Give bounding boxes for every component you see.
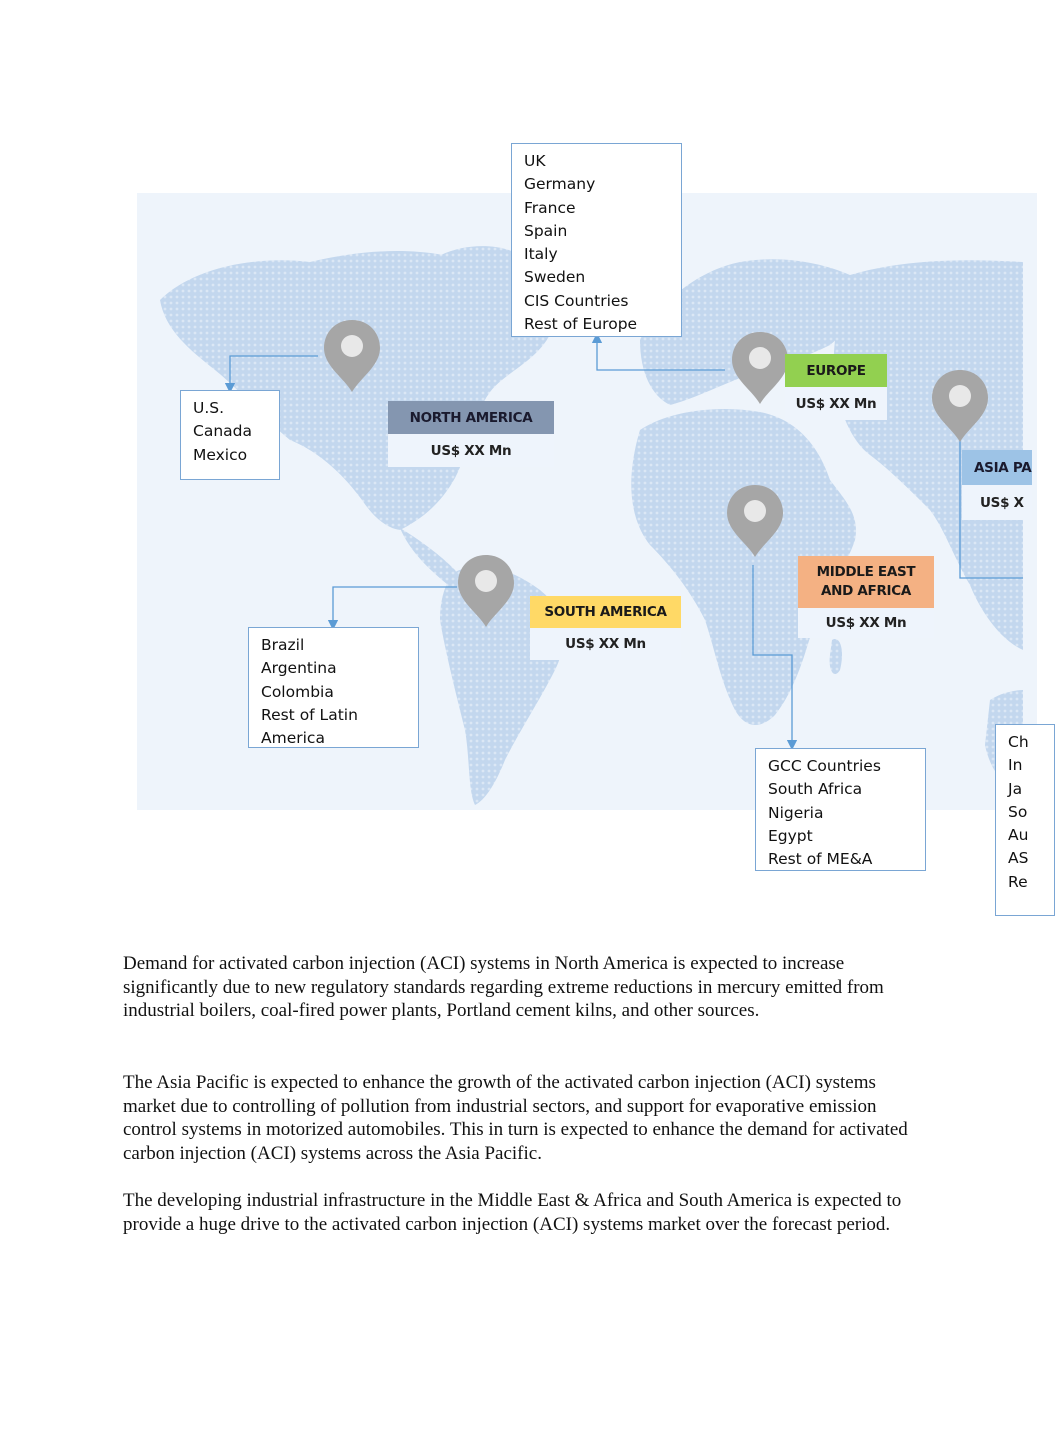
country-item: Mexico xyxy=(193,445,248,464)
map-pin-asia-pacific-icon xyxy=(930,368,990,444)
north-america-region-label xyxy=(388,401,554,467)
country-item: In xyxy=(1008,756,1023,775)
country-item: U.S. xyxy=(193,399,225,417)
country-item: Au xyxy=(1008,826,1029,845)
paragraph-mea-south-america: The developing industrial infrastructure in the Middle East & Africa and South America is expected to provide a huge drive to the activated carbon injection (ACI) systems market over the forecast period. xyxy=(123,1190,902,1235)
region-value: US$ X xyxy=(962,485,1032,520)
country-item: Ch xyxy=(1008,733,1029,751)
middle-east-africa-region-label xyxy=(798,556,934,638)
asia-pacific-region-label xyxy=(962,450,1032,520)
country-item: Sweden xyxy=(524,268,586,287)
country-item: Rest of Latin xyxy=(261,705,358,724)
north-america-country-list xyxy=(180,390,280,480)
country-item: So xyxy=(1008,802,1028,821)
region-value: US$ XX Mn xyxy=(798,608,934,638)
mea-country-list xyxy=(755,748,926,871)
region-name: ASIA PA xyxy=(962,450,1032,485)
country-item: Canada xyxy=(193,422,252,441)
map-pin-south-america-icon xyxy=(456,553,516,629)
paragraph-asia-pacific: The Asia Pacific is expected to enhance the growth of the activated carbon injection (ACI) systems market due to controlling of pollution from industrial sectors, and support for evaporative emission control systems in motorized automobiles. This in turn is expected to enhance the demand for activated carbon injection (ACI) systems across the Asia Pacific. xyxy=(123,1072,908,1164)
asia-pacific-country-list xyxy=(995,724,1055,916)
country-item: Italy xyxy=(524,245,558,264)
country-item: Spain xyxy=(524,221,568,240)
paragraph-north-america: Demand for activated carbon injection (ACI) systems in North America is expected to increase significantly due to new regulatory standards regarding extreme reductions in mercury emitted from industrial boilers, coal-fired power plants, Portland cement kilns, and other sources. xyxy=(123,953,884,1022)
country-item: Brazil xyxy=(261,636,305,654)
country-item: Ja xyxy=(1008,779,1023,798)
country-item: America xyxy=(261,729,325,748)
europe-region-label xyxy=(785,354,887,420)
map-pin-north-america-icon xyxy=(322,318,382,394)
country-item: Germany xyxy=(524,175,596,194)
country-item: CIS Countries xyxy=(524,291,629,310)
region-value: US$ XX Mn xyxy=(388,434,554,467)
country-item: Argentina xyxy=(261,659,337,678)
country-item: GCC Countries xyxy=(768,757,881,775)
country-item: Re xyxy=(1008,872,1028,891)
region-name xyxy=(798,556,934,608)
map-pin-middle-east-africa-icon xyxy=(725,483,785,559)
country-item: South Africa xyxy=(768,780,863,799)
region-name-line: AND AFRICA xyxy=(820,583,912,599)
region-value: US$ XX Mn xyxy=(530,628,681,660)
region-name: EUROPE xyxy=(785,354,887,387)
country-item: Rest of ME&A xyxy=(768,850,873,869)
region-name: SOUTH AMERICA xyxy=(530,596,681,628)
region-value: US$ XX Mn xyxy=(785,387,887,420)
region-name-line: MIDDLE EAST xyxy=(816,564,916,580)
country-item: France xyxy=(524,198,576,217)
region-name: NORTH AMERICA xyxy=(388,401,554,434)
country-item: Colombia xyxy=(261,682,334,701)
country-item: Rest of Europe xyxy=(524,315,638,334)
south-america-region-label xyxy=(530,596,681,660)
country-item: AS xyxy=(1008,849,1029,868)
country-item: Egypt xyxy=(768,826,813,845)
europe-country-list xyxy=(511,143,682,337)
country-item: UK xyxy=(524,152,546,170)
south-america-country-list xyxy=(248,627,419,748)
map-pin-europe-icon xyxy=(730,330,790,406)
country-item: Nigeria xyxy=(768,803,824,822)
